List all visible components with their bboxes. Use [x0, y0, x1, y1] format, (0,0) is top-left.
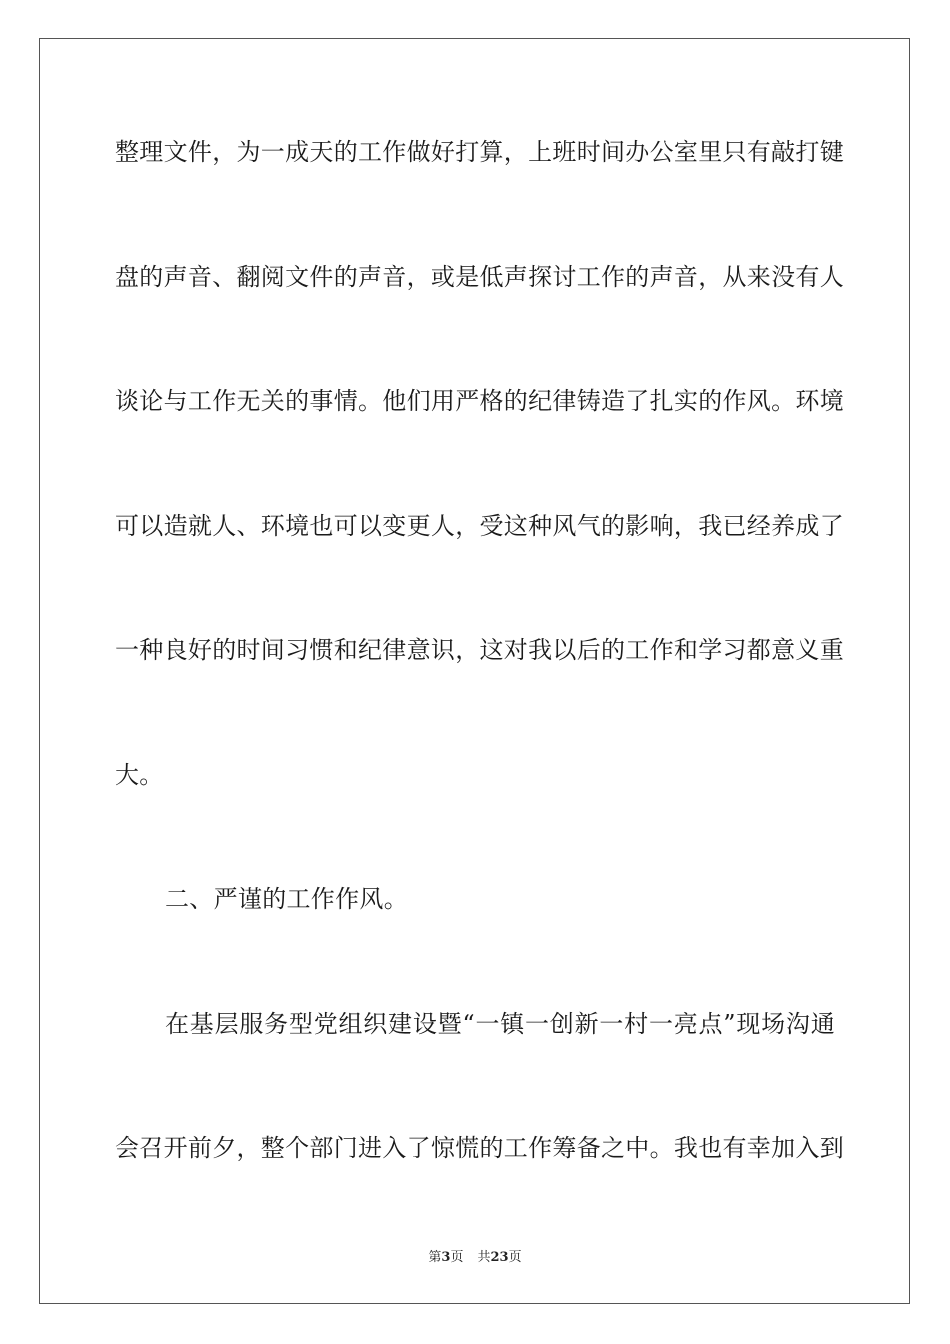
footer-page-suffix: 页	[450, 1250, 464, 1265]
body-line-5: 一种良好的时间习惯和纪律意识，这对我以后的工作和学习都意义重	[115, 636, 844, 664]
page-border	[39, 38, 910, 1304]
footer-prefix: 第	[428, 1250, 442, 1265]
page-footer	[0, 1250, 950, 1266]
body-line-6: 大。	[115, 761, 164, 789]
body-line-8: 在基层服务型党组织建设暨“一镇一创新一村一亮点”现场沟通	[165, 1010, 835, 1038]
current-page-number: 3	[441, 1250, 451, 1265]
footer-total-prefix: 共	[477, 1250, 491, 1265]
footer-total-suffix: 页	[508, 1250, 522, 1265]
total-page-count: 23	[490, 1250, 509, 1265]
body-line-4: 可以造就人、环境也可以变更人，受这种风气的影响，我已经养成了	[115, 512, 844, 540]
body-line-1: 整理文件，为一成天的工作做好打算，上班时间办公室里只有敲打键	[115, 138, 844, 166]
body-line-9: 会召开前夕，整个部门进入了惊慌的工作筹备之中。我也有幸加入到	[115, 1134, 844, 1162]
section-heading: 二、严谨的工作作风。	[165, 885, 408, 913]
body-line-3: 谈论与工作无关的事情。他们用严格的纪律铸造了扎实的作风。环境	[115, 387, 844, 415]
body-line-2: 盘的声音、翻阅文件的声音，或是低声探讨工作的声音，从来没有人	[115, 263, 844, 291]
